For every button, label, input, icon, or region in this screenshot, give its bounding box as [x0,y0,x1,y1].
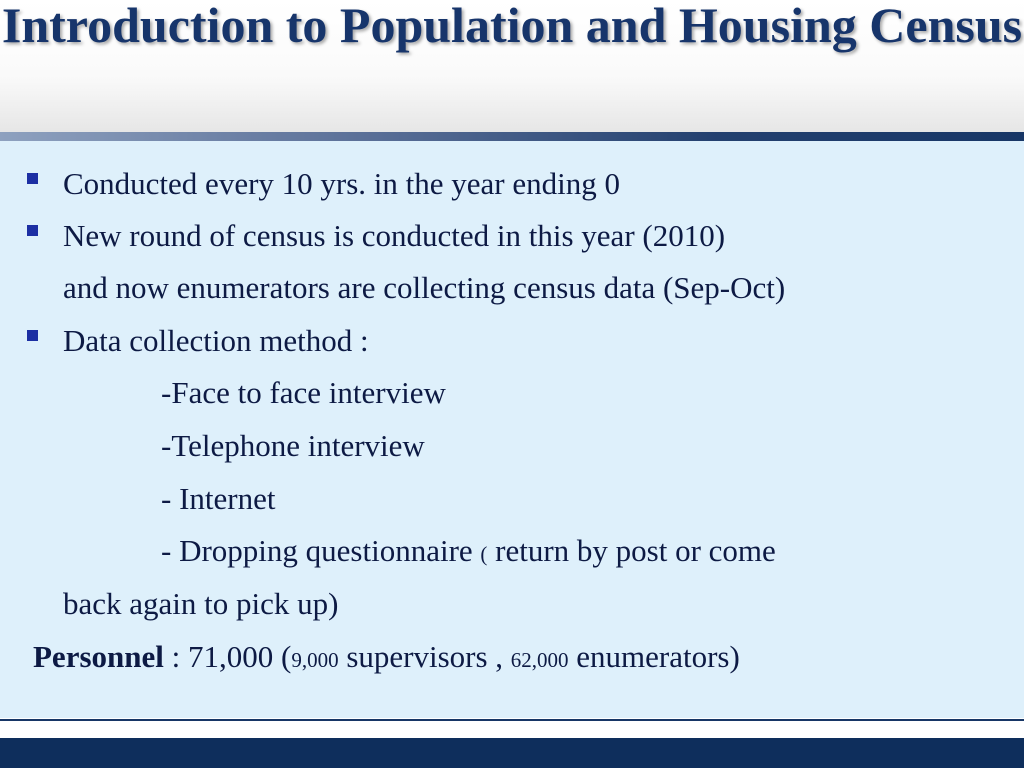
bullet-icon [27,330,38,341]
personnel-label: Personnel [33,639,164,674]
bullet-new-round-line-2: and now enumerators are collecting census data (Sep-Oct) [63,270,786,305]
dropping-suffix: return by post or come [487,533,776,568]
bullet-data-collection: Data collection method : [63,323,369,358]
slide-title: Introduction to Population and Housing Census [1,0,1023,53]
method-face-to-face: -Face to face interview [161,375,446,410]
dropping-continuation: back again to pick up) [63,586,339,621]
dropping-prefix: - Dropping questionnaire [161,533,481,568]
supervisors-count: 9,000 [291,648,339,672]
enumerators-count: 62,000 [510,648,569,672]
supervisors-label: supervisors , [338,639,511,674]
method-telephone: -Telephone interview [161,428,425,463]
bottom-divider [0,719,1024,721]
method-dropping-questionnaire [161,533,776,572]
dropping-small-paren: ( [480,542,488,566]
bullet-icon [27,173,38,184]
bullet-conducted: Conducted every 10 yrs. in the year ending 0 [63,166,620,201]
personnel-line [33,639,740,678]
title-area [0,0,1024,138]
bullet-new-round-line-1: New round of census is conducted in this year (2010) [63,218,726,253]
title-divider [0,132,1024,141]
personnel-total: : 71,000 ( [163,639,292,674]
footer-bar [0,738,1024,768]
method-internet: - Internet [161,481,276,516]
enumerators-label: enumerators) [568,639,740,674]
bullet-icon [27,225,38,236]
